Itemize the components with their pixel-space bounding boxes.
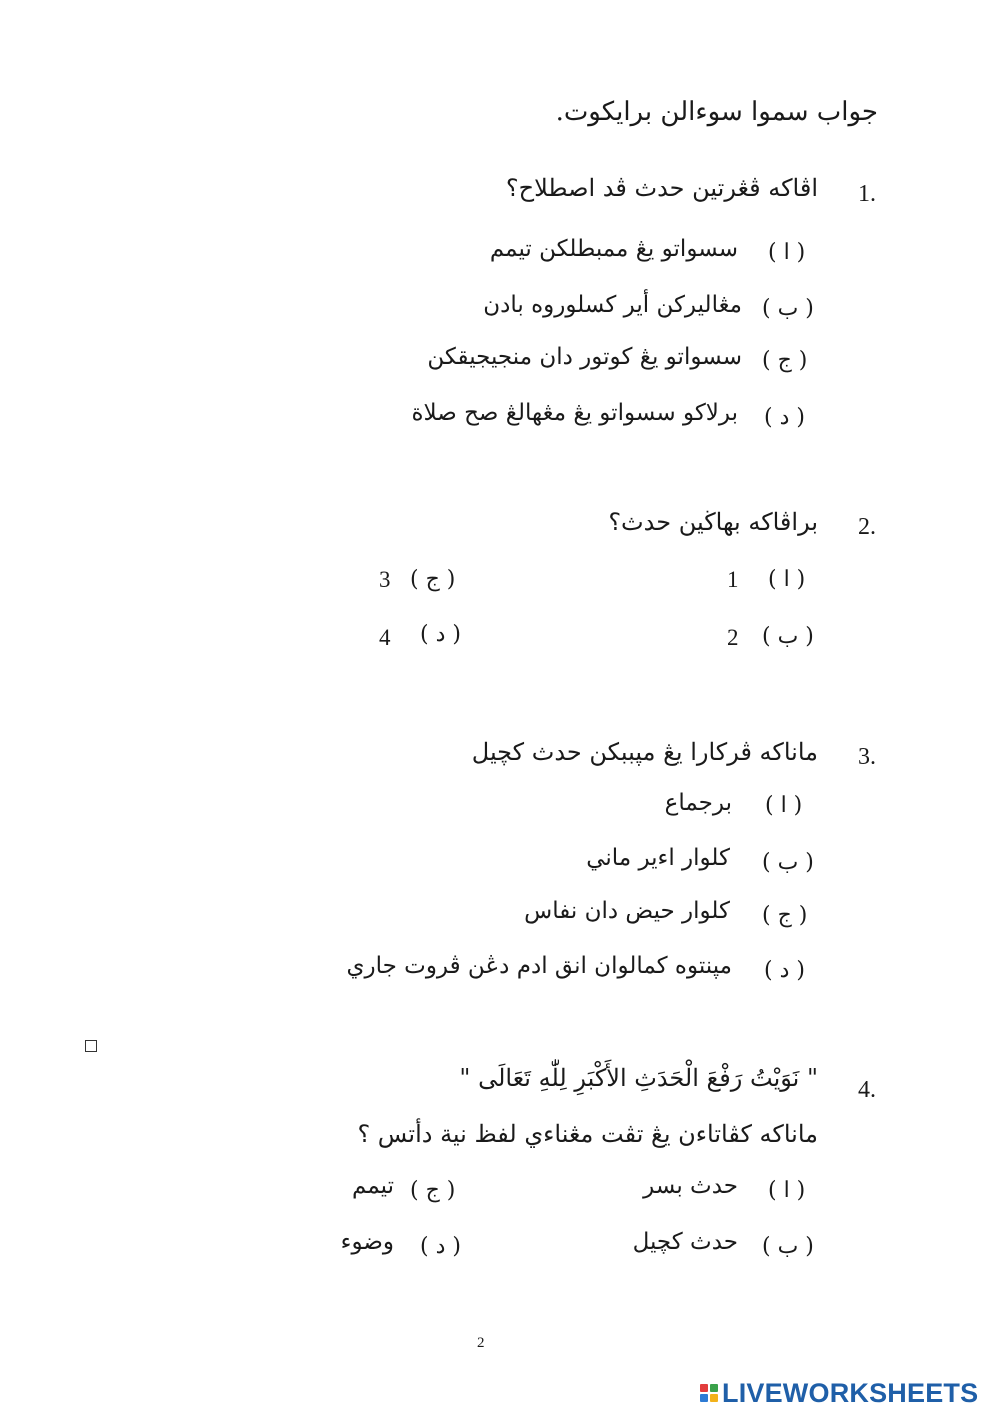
q3-option-b-text[interactable]: کلوار اءير ماني [586, 845, 730, 871]
question-3-number: 3. [858, 744, 876, 770]
q4-option-d-text[interactable]: وضوء [340, 1229, 394, 1255]
q1-option-d-label: ( د ) [764, 405, 805, 430]
q4-option-c-text[interactable]: تيمم [352, 1173, 394, 1199]
q3-option-c-label: ( ج ) [762, 903, 808, 928]
q3-option-d-text[interactable]: مڽنتوه کمالوان انق ادم دڠن ڤروت جاري [346, 953, 732, 979]
q2-option-d-label: ( د ) [420, 622, 461, 647]
question-3-text: ماناکه ڤرکارا يڠ مڽببکن حدث کچيل [471, 738, 818, 766]
q4-option-d-label: ( د ) [420, 1234, 461, 1259]
q1-option-d-text[interactable]: برلاکو سسواتو يڠ مڠهالڠ صح صلاة [411, 400, 738, 426]
q3-option-a-label: ( ا ) [765, 793, 803, 818]
q3-option-b-label: ( ب ) [762, 850, 814, 875]
logo-square-blue [700, 1394, 708, 1402]
q2-option-a-text[interactable]: 1 [727, 567, 739, 592]
question-1-number: 1. [858, 181, 876, 207]
question-2-text: براڤاکه بهاڬين حدث؟ [608, 508, 818, 536]
instruction-heading: جواب سموا سوءالن برايکوت. [555, 97, 878, 127]
logo-square-red [700, 1384, 708, 1392]
question-2-number: 2. [858, 514, 876, 540]
q1-option-c-text[interactable]: سسواتو يڠ کوتور دان منجيجيقکن [427, 344, 742, 370]
liveworksheets-icon [700, 1384, 718, 1402]
q2-option-c-label: ( ج ) [410, 567, 456, 592]
liveworksheets-wordmark: LIVEWORKSHEETS [722, 1377, 979, 1408]
q4-option-a-label: ( ا ) [768, 1178, 806, 1203]
question-4-number: 4. [858, 1077, 876, 1103]
q1-option-b-text[interactable]: مڠاليرکن أير کسلوروه بادن [483, 292, 742, 318]
q3-option-d-label: ( د ) [764, 958, 805, 983]
q1-option-b-label: ( ب ) [762, 296, 814, 321]
question-4-text: " نَوَيْتُ رَفْعَ الْحَدَثِ الأَكْبَرِ لِلّٰهِ تَعَالَى " [459, 1064, 818, 1092]
page-number: 2 [477, 1335, 485, 1351]
q2-option-d-text[interactable]: 4 [379, 625, 391, 650]
q4-option-b-text[interactable]: حدث کچيل [632, 1229, 738, 1255]
logo-square-yellow [710, 1394, 718, 1402]
liveworksheets-logo[interactable] [700, 1378, 978, 1408]
question-1-text: اڤاکه ڤڠرتين حدث ڤد اصطلاح؟ [505, 174, 818, 202]
q2-option-b-label: ( ب ) [762, 624, 814, 649]
q4-option-c-label: ( ج ) [410, 1178, 456, 1203]
q2-option-a-label: ( ا ) [768, 567, 806, 592]
question-4-subtext: ماناکه کڤاتاءن يڠ تڤت مڠناءي لفظ نية دأتس ؟ [357, 1120, 818, 1148]
logo-square-green [710, 1384, 718, 1392]
answer-checkbox[interactable] [85, 1040, 97, 1052]
q1-option-c-label: ( ج ) [762, 348, 808, 373]
q3-option-c-text[interactable]: کلوار حيض دان نفاس [524, 898, 730, 924]
q4-option-b-label: ( ب ) [762, 1234, 814, 1259]
q2-option-b-text[interactable]: 2 [727, 625, 739, 650]
q3-option-a-text[interactable]: برجماع [664, 790, 732, 816]
q1-option-a-text[interactable]: سسواتو يڠ ممبطلکن تيمم [489, 236, 738, 262]
q4-option-a-text[interactable]: حدث بسر [643, 1173, 738, 1199]
q2-option-c-text[interactable]: 3 [379, 567, 391, 592]
q1-option-a-label: ( ا ) [768, 240, 806, 265]
